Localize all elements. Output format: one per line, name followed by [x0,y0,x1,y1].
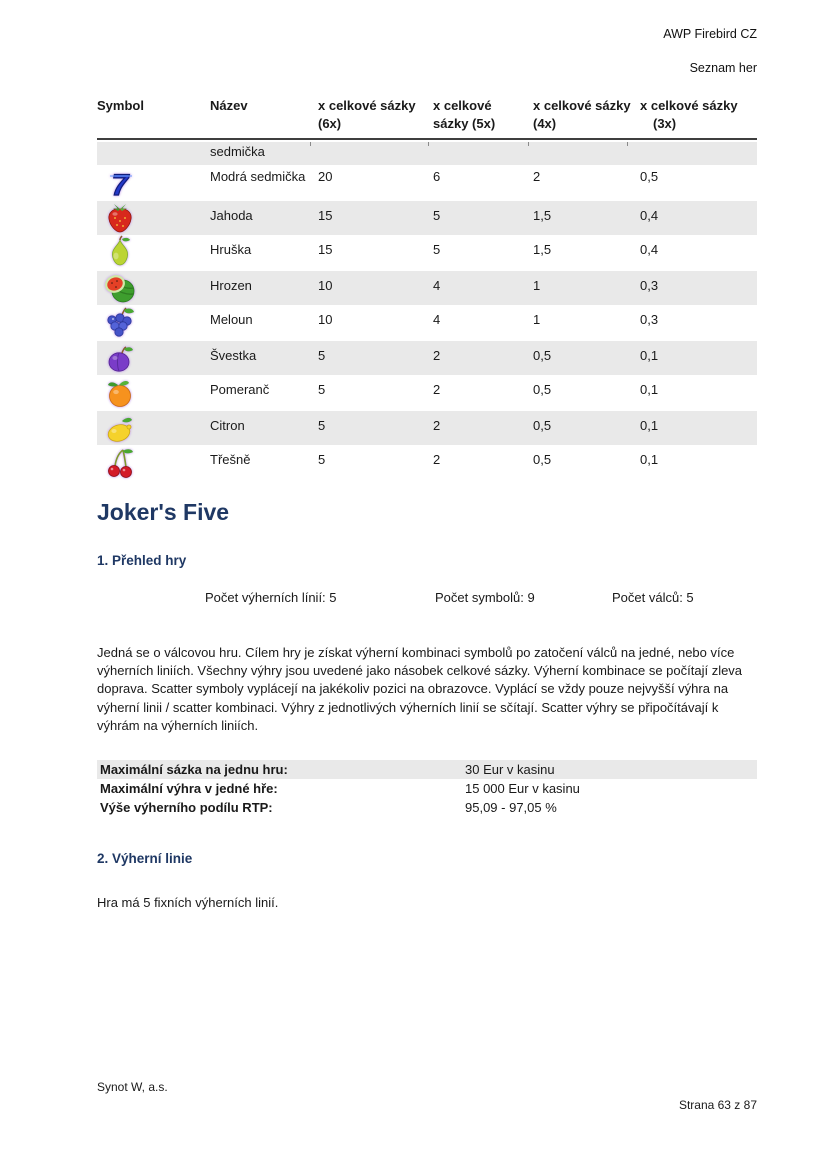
payout-5x: 2 [433,382,441,397]
payout-3x: 0,1 [640,348,659,363]
col-4x-line2: (4x) [533,116,557,131]
paytable [97,97,757,479]
col-5x-line2: sázky (5x) [433,116,496,131]
lemon-icon [102,410,138,446]
table-row [97,235,757,269]
info-value: 30 Eur v kasinu [465,762,555,777]
payout-4x: 1 [533,278,541,293]
col-name: Název [210,98,248,113]
table-row [97,375,757,409]
info-value: 15 000 Eur v kasinu [465,781,580,796]
footer-page-number: Strana 63 z 87 [678,1098,757,1112]
column-divider [528,142,529,146]
payout-6x: 5 [318,382,326,397]
column-divider [310,142,311,146]
payout-5x: 4 [433,278,441,293]
info-row [97,760,757,779]
info-row [97,779,757,798]
header-section: Seznam her [689,61,757,75]
payout-6x: 10 [318,312,333,327]
table-row [97,409,757,445]
payout-3x: 0,1 [640,452,659,467]
grapes-icon [102,304,138,340]
payout-4x: 0,5 [533,382,552,397]
section-1-heading: 1. Přehled hry [97,553,187,568]
payout-6x: 5 [318,452,326,467]
symbol-name: sedmička [210,144,265,159]
payout-4x: 0,5 [533,452,552,467]
symbol-name: Hruška [210,242,252,257]
payout-3x: 0,3 [640,278,659,293]
symbol-name: Třešně [210,452,251,467]
payout-5x: 2 [433,452,441,467]
payout-5x: 2 [433,348,441,363]
payout-5x: 5 [433,242,441,257]
symbol-name: Pomeranč [210,382,270,397]
plum-icon [102,340,138,376]
stat-lines: Počet výherních línií: 5 [205,590,337,605]
strawberry-icon [102,200,138,236]
table-row [97,305,757,339]
table-row [97,199,757,235]
payout-4x: 2 [533,169,541,184]
symbol-name: Jahoda [210,208,253,223]
table-row [97,339,757,375]
game-stats [97,590,757,608]
payout-3x: 0,3 [640,312,659,327]
col-4x-line1: x celkové sázky [533,98,631,113]
col-3x-line1: x celkové sázky [640,98,738,113]
col-5x-line1: x celkové [433,98,492,113]
payout-6x: 15 [318,208,333,223]
table-row [97,269,757,305]
symbol-name: Meloun [210,312,253,327]
table-row [97,445,757,479]
payout-3x: 0,5 [640,169,659,184]
payout-5x: 4 [433,312,441,327]
col-3x-line2: (3x) [653,116,677,131]
col-6x-line2: (6x) [318,116,342,131]
stat-symbols: Počet symbolů: 9 [435,590,535,605]
blue-seven-icon [102,166,138,202]
payout-5x: 5 [433,208,441,223]
payout-3x: 0,4 [640,208,659,223]
orange-icon [102,374,138,410]
payout-4x: 0,5 [533,348,552,363]
info-label: Výše výherního podílu RTP: [100,800,273,815]
symbol-name: Modrá sedmička [210,169,306,184]
info-row [97,798,757,817]
info-label: Maximální výhra v jedné hře: [100,781,278,796]
table-row [97,140,757,165]
stat-reels: Počet válců: 5 [612,590,694,605]
info-value: 95,09 - 97,05 % [465,800,557,815]
pear-icon [102,234,138,270]
payout-3x: 0,1 [640,382,659,397]
watermelon-icon [102,270,138,306]
col-symbol: Symbol [97,98,144,113]
symbol-name: Švestka [210,348,257,363]
payout-3x: 0,4 [640,242,659,257]
column-divider [428,142,429,146]
payout-6x: 10 [318,278,333,293]
info-label: Maximální sázka na jednu hru: [100,762,288,777]
payout-6x: 15 [318,242,333,257]
payout-5x: 6 [433,169,441,184]
header-doc-title: AWP Firebird CZ [663,27,757,41]
game-info-table [97,760,757,817]
payout-4x: 1,5 [533,242,552,257]
page-title: Joker's Five [97,499,230,525]
payout-4x: 0,5 [533,418,552,433]
section-2-text: Hra má 5 fixních výherních linií. [97,895,279,910]
paytable-header [97,97,757,140]
game-description: Jedná se o válcovou hru. Cílem hry je získat výherní kombinaci symbolů po zatočení válců na jedné, nebo více výherních liniích. Všechny výhry jsou uvedené jako násobek celkové sázky. Výherní kombinace se počítají zleva doprava. Scatter symboly vyplácejí na jakékoliv pozici na obrazovce. Vyplácí se vždy pouze nejvyšší výhra na výherní linii / scatter kombinaci. Výhry z jednotlivých výherních linií se sčítají. Scatter výhry se připočítávají k výhrám na výherních liniích. [97,645,743,733]
section-2-heading: 2. Výherní linie [97,851,193,866]
column-divider [627,142,628,146]
payout-6x: 5 [318,418,326,433]
footer-company: Synot W, a.s. [97,1080,168,1094]
symbol-name: Hrozen [210,278,252,293]
table-row [97,165,757,199]
payout-3x: 0,1 [640,418,659,433]
payout-5x: 2 [433,418,441,433]
payout-4x: 1,5 [533,208,552,223]
symbol-name: Citron [210,418,245,433]
cherries-icon [102,444,138,480]
col-6x-line1: x celkové sázky [318,98,416,113]
payout-6x: 20 [318,169,333,184]
payout-6x: 5 [318,348,326,363]
payout-4x: 1 [533,312,541,327]
